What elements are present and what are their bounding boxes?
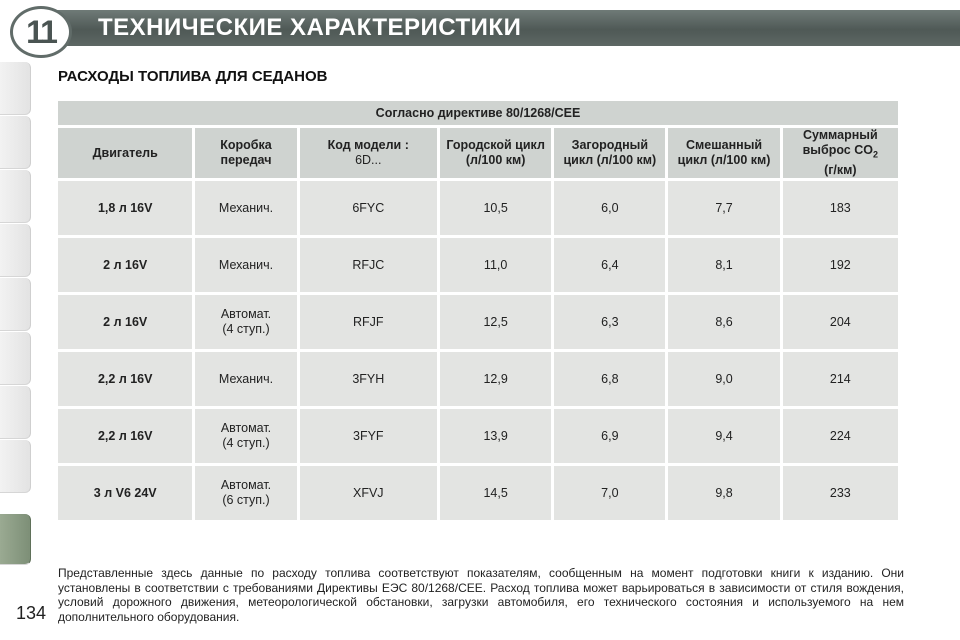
column-header-urban: Городской цикл (л/100 км)	[440, 128, 551, 178]
gearbox-speeds: (4 ступ.)	[222, 436, 270, 450]
fuel-consumption-table	[55, 98, 901, 523]
combined-cell: 8,1	[668, 238, 779, 292]
column-header-engine: Двигатель	[58, 128, 192, 178]
co2-cell: 192	[783, 238, 898, 292]
model-code-cell: 3FYH	[300, 352, 437, 406]
urban-cell: 10,5	[440, 181, 551, 235]
model-code-value: 6D...	[355, 153, 382, 167]
extra-urban-cell: 6,0	[554, 181, 665, 235]
combined-cell: 9,4	[668, 409, 779, 463]
gearbox-speeds: (4 ступ.)	[222, 322, 270, 336]
model-code-label: Код модели :	[327, 138, 409, 152]
urban-cell: 12,9	[440, 352, 551, 406]
table-body	[58, 181, 898, 520]
chapter-tab[interactable]	[0, 224, 31, 277]
combined-cell: 9,0	[668, 352, 779, 406]
model-code-cell: 3FYF	[300, 409, 437, 463]
gearbox-type: Механич.	[218, 200, 274, 215]
table-row	[58, 466, 898, 520]
chapter-tabs	[0, 62, 32, 582]
model-code-cell: RFJC	[300, 238, 437, 292]
extra-urban-cell: 6,4	[554, 238, 665, 292]
co2-cell: 204	[783, 295, 898, 349]
extra-urban-cell: 6,3	[554, 295, 665, 349]
gearbox-cell	[195, 409, 296, 463]
chapter-tab-active[interactable]	[0, 514, 31, 565]
combined-cell: 8,6	[668, 295, 779, 349]
co2-cell: 224	[783, 409, 898, 463]
engine-cell: 2,2 л 16V	[58, 352, 192, 406]
chapter-tab[interactable]	[0, 62, 31, 115]
urban-cell: 14,5	[440, 466, 551, 520]
co2-cell: 214	[783, 352, 898, 406]
footnote-text: Представленные здесь данные по расходу топлива соответствуют показателям, сообщенным на момент подготовки книги к изданию. Они установлены в соответствии с требованиями Директивы ЕЭС 80/1268/CEE. Расход топлива может варьироваться в зависимости от стиля вождения, условий дорожного движения, метеорологической обстановки, загрузки автомобиля, его технического состояния и используемого на нем дополнительного оборудования.	[58, 566, 904, 624]
combined-cell: 7,7	[668, 181, 779, 235]
urban-cell: 11,0	[440, 238, 551, 292]
chapter-tab[interactable]	[0, 440, 31, 493]
gearbox-type: Автомат.	[220, 421, 272, 435]
gearbox-type: Автомат.	[220, 478, 272, 492]
engine-cell: 3 л V6 24V	[58, 466, 192, 520]
chapter-number-badge: 11	[10, 6, 72, 58]
page-number: 134	[16, 603, 47, 623]
gearbox-type: Автомат.	[220, 307, 272, 321]
engine-cell: 1,8 л 16V	[58, 181, 192, 235]
page-header	[0, 0, 960, 60]
co2-cell: 183	[783, 181, 898, 235]
co2-unit: (г/км)	[824, 162, 857, 177]
engine-cell: 2 л 16V	[58, 238, 192, 292]
table-row	[58, 238, 898, 292]
column-header-model-code	[300, 128, 437, 178]
gearbox-type: Механич.	[218, 257, 274, 272]
column-header-gearbox: Коробка передач	[195, 128, 296, 178]
chapter-tab[interactable]	[0, 278, 31, 331]
co2-cell: 233	[783, 466, 898, 520]
table-row	[58, 352, 898, 406]
section-title: РАСХОДЫ ТОПЛИВА ДЛЯ СЕДАНОВ	[58, 68, 328, 85]
model-code-cell: RFJF	[300, 295, 437, 349]
urban-cell: 13,9	[440, 409, 551, 463]
combined-cell: 9,8	[668, 466, 779, 520]
urban-cell: 12,5	[440, 295, 551, 349]
engine-cell: 2 л 16V	[58, 295, 192, 349]
table-row	[58, 409, 898, 463]
gearbox-cell	[195, 295, 296, 349]
gearbox-cell	[195, 181, 296, 235]
extra-urban-cell: 6,9	[554, 409, 665, 463]
gearbox-cell	[195, 352, 296, 406]
table-row	[58, 295, 898, 349]
table-row	[58, 181, 898, 235]
gearbox-speeds: (6 ступ.)	[222, 493, 270, 507]
model-code-cell: 6FYC	[300, 181, 437, 235]
gearbox-cell	[195, 238, 296, 292]
chapter-tab[interactable]	[0, 170, 31, 223]
column-header-extra-urban: Загородный цикл (л/100 км)	[554, 128, 665, 178]
co2-label: Суммарный выброс CO	[802, 128, 878, 158]
gearbox-cell	[195, 466, 296, 520]
column-header-combined: Смешанный цикл (л/100 км)	[668, 128, 779, 178]
chapter-tab[interactable]	[0, 332, 31, 385]
column-header-co2	[783, 128, 898, 178]
chapter-title: ТЕХНИЧЕСКИЕ ХАРАКТЕРИСТИКИ	[98, 14, 522, 41]
model-code-cell: XFVJ	[300, 466, 437, 520]
co2-subscript: 2	[873, 149, 879, 160]
extra-urban-cell: 7,0	[554, 466, 665, 520]
gearbox-type: Механич.	[218, 371, 274, 386]
chapter-tab[interactable]	[0, 116, 31, 169]
engine-cell: 2,2 л 16V	[58, 409, 192, 463]
extra-urban-cell: 6,8	[554, 352, 665, 406]
chapter-tab[interactable]	[0, 386, 31, 439]
directive-header: Согласно директиве 80/1268/CEE	[58, 101, 898, 125]
